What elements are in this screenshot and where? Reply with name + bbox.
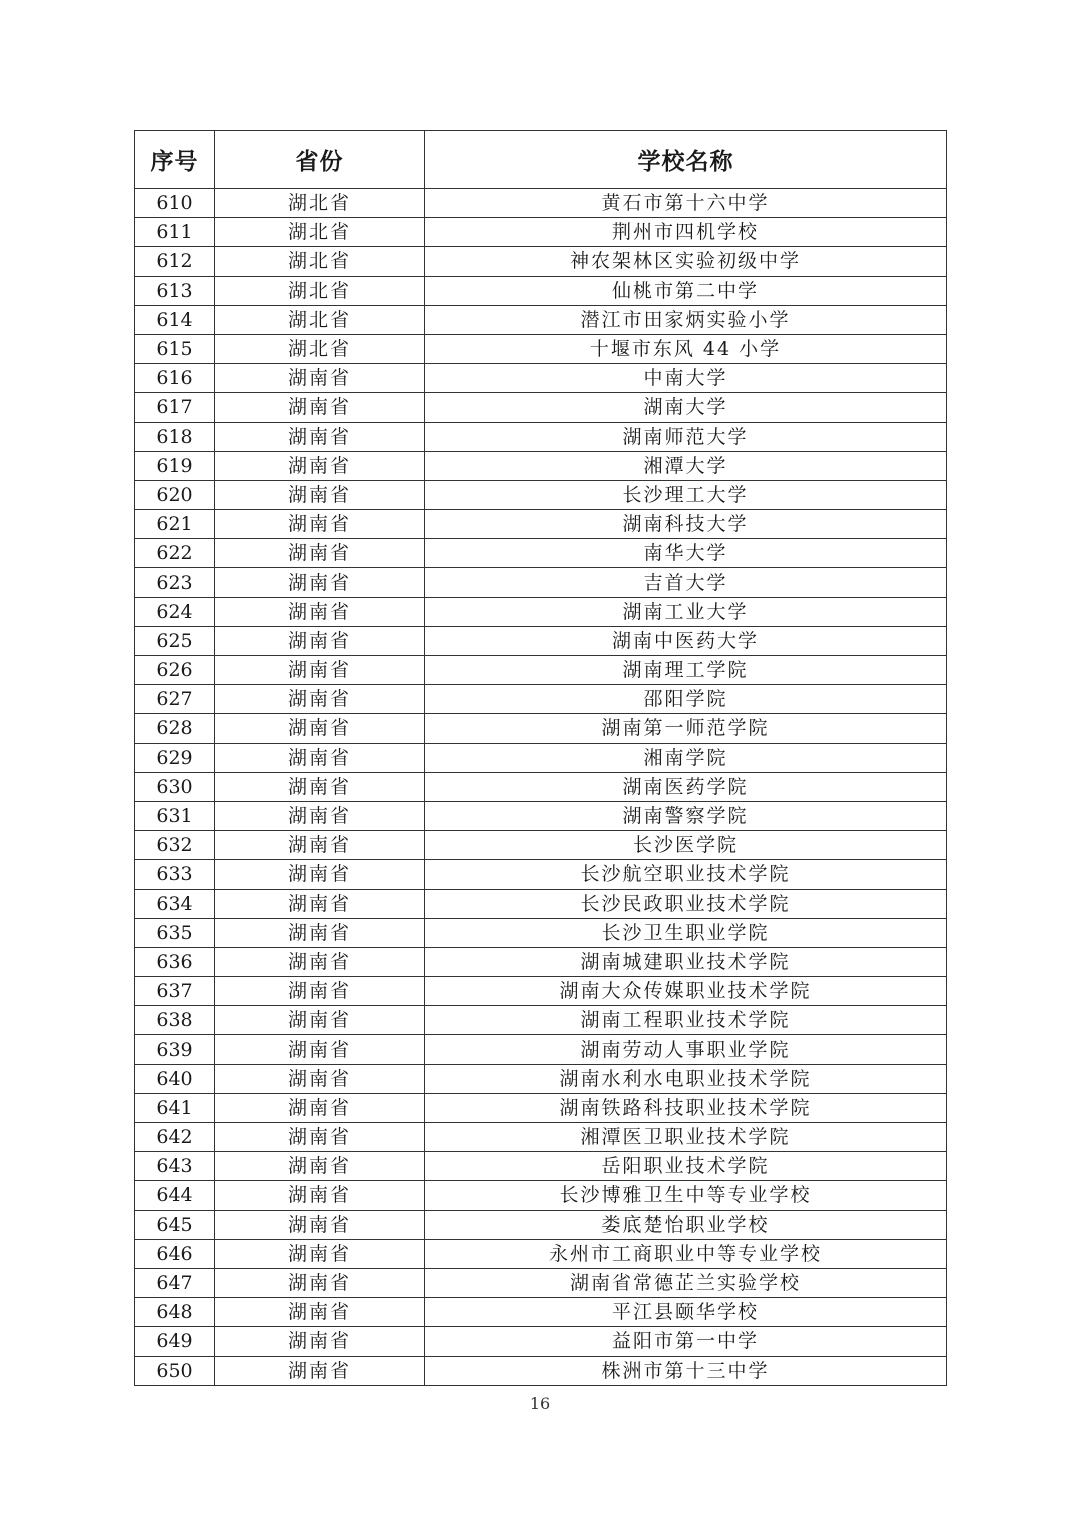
table-row: [135, 947, 947, 976]
cell-province: 湖南省: [215, 1298, 425, 1327]
cell-school: 永州市工商职业中等专业学校: [425, 1239, 947, 1268]
cell-school: 湖南医药学院: [425, 772, 947, 801]
cell-serial-number: 643: [135, 1152, 215, 1181]
cell-school: 岳阳职业技术学院: [425, 1152, 947, 1181]
cell-serial-number: 641: [135, 1093, 215, 1122]
cell-school: 湖南大众传媒职业技术学院: [425, 977, 947, 1006]
cell-school: 十堰市东风 44 小学: [425, 334, 947, 363]
table-row: [135, 568, 947, 597]
cell-school: 潜江市田家炳实验小学: [425, 305, 947, 334]
cell-school: 湖南省常德芷兰实验学校: [425, 1268, 947, 1297]
cell-serial-number: 618: [135, 422, 215, 451]
cell-school: 邵阳学院: [425, 685, 947, 714]
table-row: [135, 1356, 947, 1385]
cell-province: 湖南省: [215, 714, 425, 743]
table-row: [135, 334, 947, 363]
table-row: [135, 685, 947, 714]
cell-province: 湖南省: [215, 1123, 425, 1152]
cell-serial-number: 614: [135, 305, 215, 334]
cell-serial-number: 636: [135, 947, 215, 976]
cell-school: 湖南师范大学: [425, 422, 947, 451]
cell-serial-number: 621: [135, 510, 215, 539]
cell-serial-number: 631: [135, 801, 215, 830]
cell-province: 湖北省: [215, 218, 425, 247]
cell-school: 长沙医学院: [425, 831, 947, 860]
cell-province: 湖南省: [215, 1006, 425, 1035]
table-row: [135, 480, 947, 509]
cell-province: 湖南省: [215, 480, 425, 509]
cell-province: 湖南省: [215, 831, 425, 860]
cell-school: 黄石市第十六中学: [425, 189, 947, 218]
cell-school: 长沙航空职业技术学院: [425, 860, 947, 889]
cell-serial-number: 623: [135, 568, 215, 597]
cell-serial-number: 635: [135, 918, 215, 947]
cell-school: 湘潭医卫职业技术学院: [425, 1123, 947, 1152]
table-row: [135, 510, 947, 539]
cell-school: 荆州市四机学校: [425, 218, 947, 247]
cell-serial-number: 645: [135, 1210, 215, 1239]
cell-serial-number: 634: [135, 889, 215, 918]
cell-school: 长沙理工大学: [425, 480, 947, 509]
cell-school: 湖南铁路科技职业技术学院: [425, 1093, 947, 1122]
cell-school: 湖南中医药大学: [425, 626, 947, 655]
cell-serial-number: 622: [135, 539, 215, 568]
cell-serial-number: 630: [135, 772, 215, 801]
table-row: [135, 626, 947, 655]
cell-school: 益阳市第一中学: [425, 1327, 947, 1356]
cell-school: 仙桃市第二中学: [425, 276, 947, 305]
cell-province: 湖北省: [215, 276, 425, 305]
table-row: [135, 977, 947, 1006]
cell-school: 湖南劳动人事职业学院: [425, 1035, 947, 1064]
cell-serial-number: 632: [135, 831, 215, 860]
cell-serial-number: 616: [135, 364, 215, 393]
cell-school: 长沙博雅卫生中等专业学校: [425, 1181, 947, 1210]
cell-serial-number: 647: [135, 1268, 215, 1297]
cell-serial-number: 639: [135, 1035, 215, 1064]
cell-school: 中南大学: [425, 364, 947, 393]
table-row: [135, 831, 947, 860]
cell-school: 湖南警察学院: [425, 801, 947, 830]
cell-serial-number: 628: [135, 714, 215, 743]
cell-serial-number: 620: [135, 480, 215, 509]
header-province: 省份: [215, 131, 425, 189]
table-row: [135, 1035, 947, 1064]
cell-school: 神农架林区实验初级中学: [425, 247, 947, 276]
cell-province: 湖南省: [215, 889, 425, 918]
cell-province: 湖南省: [215, 568, 425, 597]
table-row: [135, 1093, 947, 1122]
cell-province: 湖南省: [215, 918, 425, 947]
cell-serial-number: 626: [135, 656, 215, 685]
cell-province: 湖南省: [215, 947, 425, 976]
cell-serial-number: 642: [135, 1123, 215, 1152]
cell-province: 湖南省: [215, 860, 425, 889]
cell-province: 湖南省: [215, 510, 425, 539]
cell-school: 湖南工业大学: [425, 597, 947, 626]
cell-school: 湖南理工学院: [425, 656, 947, 685]
cell-school: 平江县颐华学校: [425, 1298, 947, 1327]
cell-province: 湖北省: [215, 189, 425, 218]
cell-serial-number: 629: [135, 743, 215, 772]
cell-province: 湖南省: [215, 685, 425, 714]
cell-serial-number: 610: [135, 189, 215, 218]
table-row: [135, 393, 947, 422]
table-row: [135, 451, 947, 480]
cell-serial-number: 648: [135, 1298, 215, 1327]
cell-province: 湖南省: [215, 1035, 425, 1064]
table-row: [135, 656, 947, 685]
page-number: 16: [529, 1394, 551, 1413]
cell-province: 湖南省: [215, 364, 425, 393]
table-row: [135, 364, 947, 393]
table-row: [135, 889, 947, 918]
cell-serial-number: 637: [135, 977, 215, 1006]
cell-province: 湖南省: [215, 1327, 425, 1356]
cell-school: 湖南大学: [425, 393, 947, 422]
table-row: [135, 305, 947, 334]
table-row: [135, 189, 947, 218]
cell-school: 湖南科技大学: [425, 510, 947, 539]
cell-school: 湖南工程职业技术学院: [425, 1006, 947, 1035]
table-row: [135, 1268, 947, 1297]
cell-serial-number: 624: [135, 597, 215, 626]
cell-province: 湖南省: [215, 1239, 425, 1268]
cell-serial-number: 646: [135, 1239, 215, 1268]
cell-province: 湖南省: [215, 539, 425, 568]
cell-serial-number: 650: [135, 1356, 215, 1385]
cell-province: 湖南省: [215, 656, 425, 685]
table-row: [135, 597, 947, 626]
cell-province: 湖南省: [215, 1152, 425, 1181]
cell-province: 湖南省: [215, 1356, 425, 1385]
table-row: [135, 714, 947, 743]
cell-serial-number: 625: [135, 626, 215, 655]
cell-school: 湖南第一师范学院: [425, 714, 947, 743]
cell-school: 湘潭大学: [425, 451, 947, 480]
table-row: [135, 918, 947, 947]
cell-serial-number: 640: [135, 1064, 215, 1093]
cell-school: 湘南学院: [425, 743, 947, 772]
cell-province: 湖南省: [215, 772, 425, 801]
cell-school: 长沙民政职业技术学院: [425, 889, 947, 918]
table-row: [135, 1327, 947, 1356]
cell-serial-number: 611: [135, 218, 215, 247]
table-row: [135, 860, 947, 889]
cell-school: 湖南水利水电职业技术学院: [425, 1064, 947, 1093]
header-serial-number: 序号: [135, 131, 215, 189]
table-row: [135, 422, 947, 451]
cell-province: 湖南省: [215, 801, 425, 830]
cell-school: 湖南城建职业技术学院: [425, 947, 947, 976]
cell-serial-number: 638: [135, 1006, 215, 1035]
cell-province: 湖北省: [215, 334, 425, 363]
table-row: [135, 1123, 947, 1152]
table-row: [135, 1152, 947, 1181]
cell-school: 娄底楚怡职业学校: [425, 1210, 947, 1239]
cell-serial-number: 619: [135, 451, 215, 480]
cell-serial-number: 649: [135, 1327, 215, 1356]
cell-province: 湖南省: [215, 451, 425, 480]
table-body: [135, 189, 947, 1386]
cell-serial-number: 612: [135, 247, 215, 276]
table-row: [135, 743, 947, 772]
cell-province: 湖北省: [215, 305, 425, 334]
cell-province: 湖南省: [215, 977, 425, 1006]
cell-province: 湖南省: [215, 1181, 425, 1210]
cell-province: 湖南省: [215, 743, 425, 772]
cell-province: 湖南省: [215, 393, 425, 422]
cell-province: 湖南省: [215, 1093, 425, 1122]
cell-school: 株洲市第十三中学: [425, 1356, 947, 1385]
cell-province: 湖南省: [215, 1210, 425, 1239]
cell-serial-number: 627: [135, 685, 215, 714]
table-row: [135, 276, 947, 305]
table-row: [135, 1181, 947, 1210]
cell-province: 湖南省: [215, 626, 425, 655]
cell-school: 吉首大学: [425, 568, 947, 597]
cell-serial-number: 644: [135, 1181, 215, 1210]
cell-province: 湖南省: [215, 1064, 425, 1093]
table-row: [135, 539, 947, 568]
header-school-name: 学校名称: [425, 131, 947, 189]
table-row: [135, 772, 947, 801]
table-row: [135, 1064, 947, 1093]
table-row: [135, 247, 947, 276]
cell-serial-number: 613: [135, 276, 215, 305]
table-row: [135, 218, 947, 247]
school-list-table: [134, 130, 947, 1386]
cell-serial-number: 615: [135, 334, 215, 363]
cell-province: 湖南省: [215, 597, 425, 626]
cell-province: 湖南省: [215, 422, 425, 451]
cell-province: 湖南省: [215, 1268, 425, 1297]
table-row: [135, 801, 947, 830]
cell-school: 长沙卫生职业学院: [425, 918, 947, 947]
table-row: [135, 1239, 947, 1268]
table-row: [135, 1298, 947, 1327]
table-header-row: [135, 131, 947, 189]
cell-school: 南华大学: [425, 539, 947, 568]
cell-province: 湖北省: [215, 247, 425, 276]
cell-serial-number: 633: [135, 860, 215, 889]
table-row: [135, 1006, 947, 1035]
cell-serial-number: 617: [135, 393, 215, 422]
table-row: [135, 1210, 947, 1239]
